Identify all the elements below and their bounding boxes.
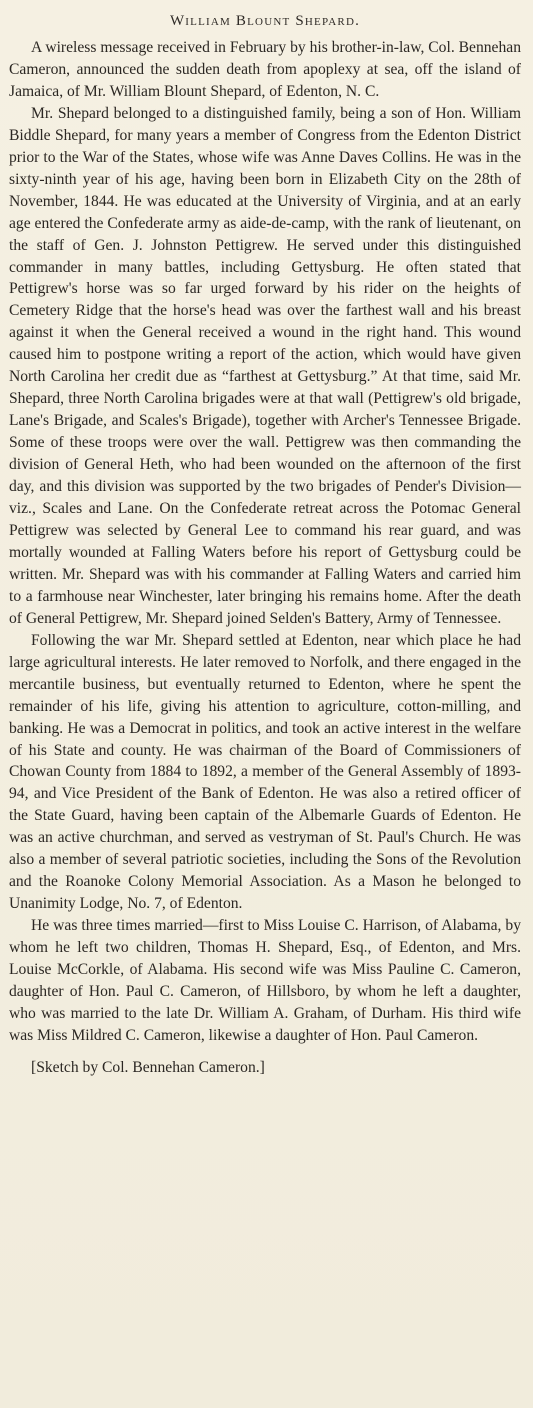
paragraph-civic-life: Following the war Mr. Shepard settled at Edenton, near which place he had large agricultural interests. He later removed to Norfolk, and there engaged in the mercantile business, but eventually returned to Edenton, where he spent the remainder of his life, giving his attention to agriculture, cotton-milling, and banking. He was a Democrat in politics, and took an active interest in the welfare of his State and county. He was chairman of the Board of Commissioners of Chowan County from 1884 to 1892, a member of the General Assembly of 1893-94, and Vice President of the Bank of Edenton. He was also a retired officer of the State Guard, having been captain of the Albemarle Guards of Edenton. He was an active churchman, and served as vestryman of St. Paul's Church. He was also a member of several patriotic societies, including the Sons of the Revolution and the Roanoke Colony Memorial Association. As a Mason he belonged to Unanimity Lodge, No. 7, of Edenton. [9, 631, 521, 913]
paragraph-announcement: A wireless message received in February by his brother-in-law, Col. Bennehan Cameron, announced the sudden death from apoplexy at sea, off the island of Jamaica, of Mr. William Blount Shepard, of Edenton, N. C. [9, 39, 521, 100]
paragraph-military-service: Mr. Shepard belonged to a distinguished family, being a son of Hon. William Biddle Shepard, for many years a member of Congress from the Edenton District prior to the War of the States, whose wife was Anne Daves Collins. He was in the sixty-ninth year of his age, having been born in Elizabeth City on the 28th of November, 1844. He was educated at the University of Virginia, and at an early age entered the Confederate army as aide-de-camp, with the rank of lieutenant, on the staff of Gen. J. Johnston Pettigrew. He served under this distinguished commander in many battles, including Gettysburg. He often stated that Pettigrew's horse was so far urged forward by his rider on the heights of Cemetery Ridge that the horse's head was over the farthest wall and his breast against it when the General received a wound in the right hand. This wound caused him to postpone writing a report of the action, which would have given North Carolina her credit due as “farthest at Gettysburg.” At that time, said Mr. Shepard, three North Carolina brigades were at that wall (Pettigrew's old brigade, Lane's Brigade, and Scales's Brigade), together with Archer's Tennessee Brigade. Some of these troops were over the wall. Pettigrew was then commanding the division of General Heth, who had been wounded on the afternoon of the first day, and this division was supported by the two brigades of Pender's Division—viz., Scales and Lane. On the Confederate retreat across the Potomac General Pettigrew was selected by General Lee to command his rear guard, and was mortally wounded at Falling Waters before his report of Gettysburg could be written. Mr. Shepard was with his commander at Falling Waters and carried him to a farmhouse near Winchester, later bringing his remains home. After the death of General Pettigrew, Mr. Shepard joined Selden's Battery, Army of Tennessee. [9, 104, 521, 627]
attribution-line: [Sketch by Col. Bennehan Cameron.] [31, 1058, 265, 1076]
article-title: William Blount Shepard. [169, 13, 361, 29]
paragraph-family: He was three times married—first to Miss Louise C. Harrison, of Alabama, by whom he left two children, Thomas H. Shepard, Esq., of Edenton, and Mrs. Louise McCorkle, of Alabama. His second wife was Miss Pauline C. Cameron, daughter of Hon. Paul C. Cameron, of Hillsboro, by whom he left a daughter, who was married to the late Dr. William A. Graham, of Durham. His third wife was Miss Mildred C. Cameron, likewise a daughter of Hon. Paul Cameron. [9, 917, 521, 1044]
